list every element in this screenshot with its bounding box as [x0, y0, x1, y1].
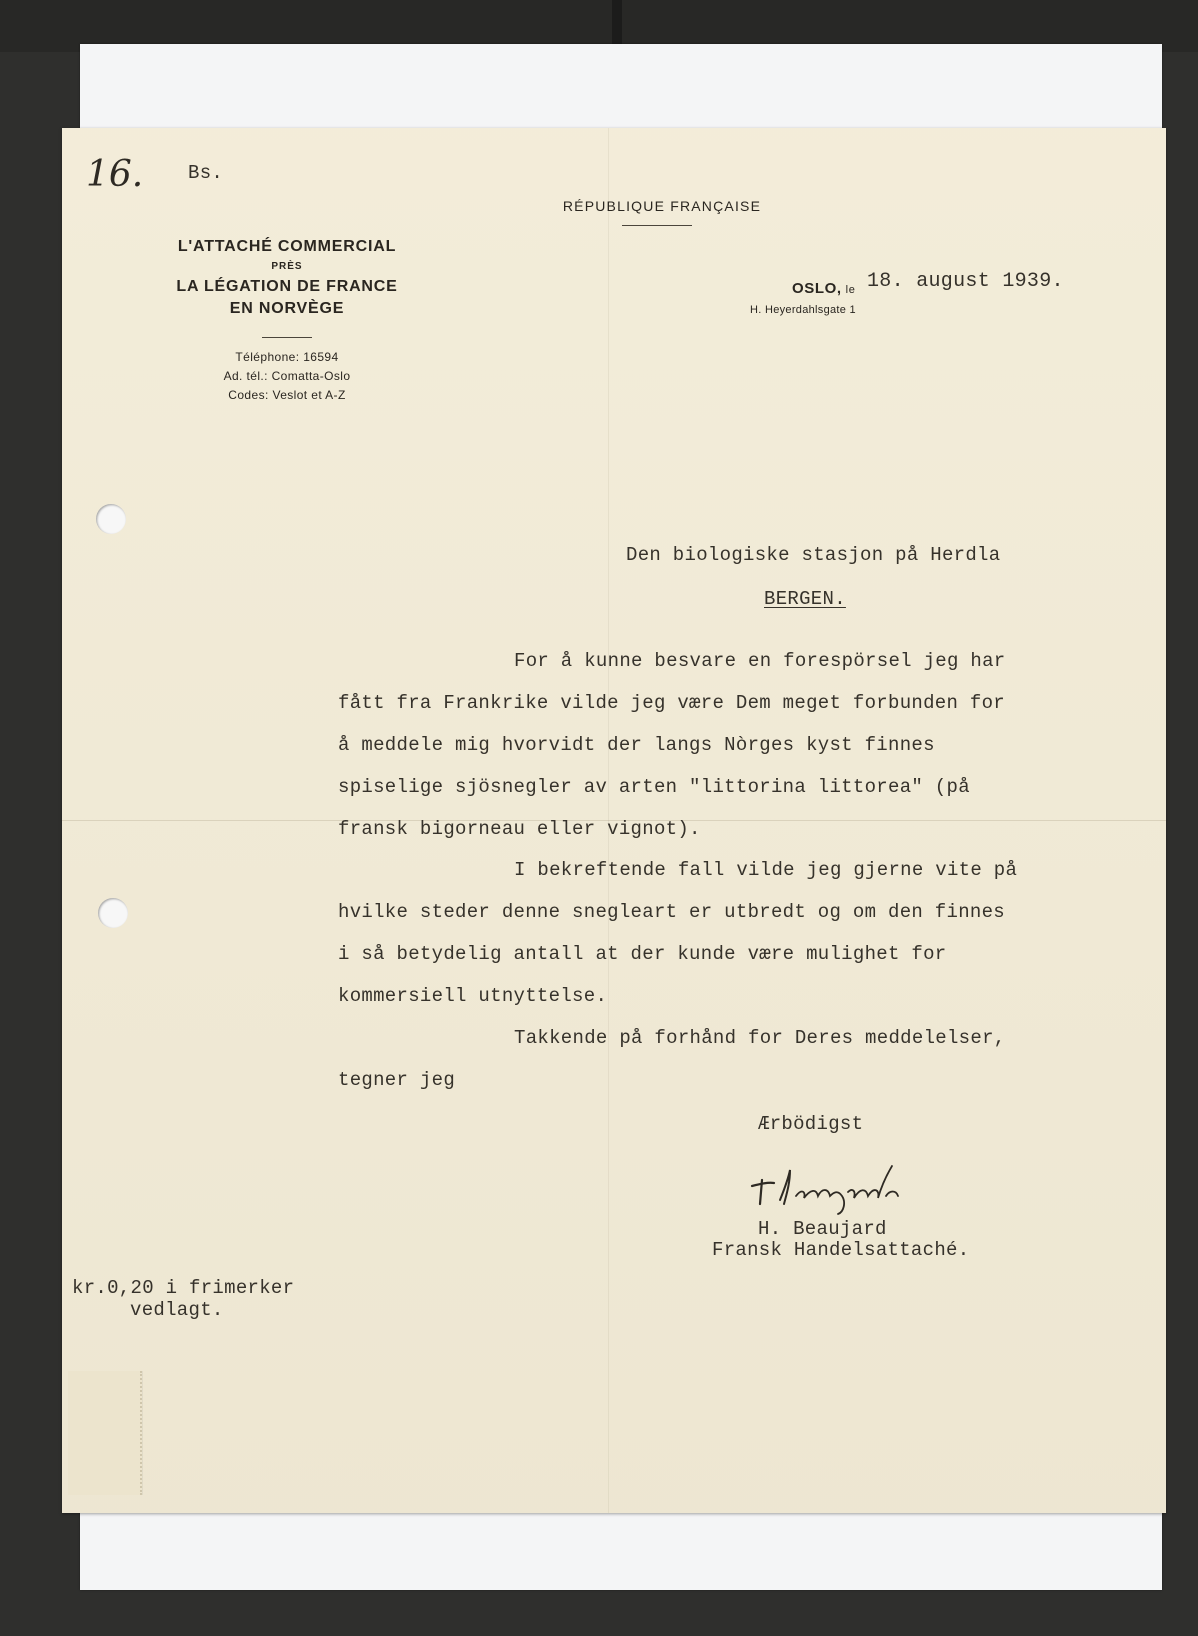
- letterhead-norvege: EN NORVÈGE: [229, 300, 345, 317]
- signatory-title: Fransk Handelsattaché.: [712, 1239, 970, 1261]
- letterhead-pres: PRÈS: [271, 261, 303, 272]
- body-line: fransk bigorneau eller vignot).: [338, 818, 701, 840]
- filing-mark: 16.: [86, 154, 144, 195]
- body-line: For å kunne besvare en forespörsel jeg har: [514, 650, 1006, 672]
- letterhead-legation: LA LÉGATION DE FRANCE: [176, 278, 398, 295]
- body-line: spiselige sjösnegler av arten "littorina littorea" (på: [338, 776, 970, 798]
- letterhead-telegraph: Ad. tél.: Comatta-Oslo: [223, 369, 351, 383]
- letterhead-attache: L'ATTACHÉ COMMERCIAL: [177, 238, 397, 255]
- body-line: Takkende på forhånd for Deres meddelelser,: [514, 1027, 1006, 1049]
- closing: Ærbödigst: [758, 1113, 864, 1135]
- body-line: fått fra Frankrike vilde jeg være Dem meget forbunden for: [338, 692, 1006, 714]
- city-le: le: [845, 284, 856, 296]
- reference-code: Bs.: [188, 162, 224, 184]
- recipient: Den biologiske stasjon på Herdla: [626, 544, 1001, 566]
- enclosure-note: vedlagt.: [130, 1299, 224, 1321]
- signature: [750, 1152, 920, 1220]
- letterhead-address: H. Heyerdahlsgate 1: [750, 304, 856, 316]
- body-line: hvilke steder denne snegleart er utbredt og om den finnes: [338, 901, 1006, 923]
- body-line: å meddele mig hvorvidt der langs Nòrges kyst finnes: [338, 734, 935, 756]
- body-line: tegner jeg: [338, 1069, 456, 1091]
- signatory-name: H. Beaujard: [758, 1218, 887, 1240]
- body-line: kommersiell utnyttelse.: [338, 985, 608, 1007]
- body-line: I bekreftende fall vilde jeg gjerne vite på: [514, 859, 1018, 881]
- letterhead-rule: [622, 225, 692, 226]
- body-line: i så betydelig antall at der kunde være mulighet for: [338, 943, 947, 965]
- letterhead-rule: [262, 337, 312, 338]
- punch-hole: [98, 898, 128, 928]
- letterhead-codes: Codes: Veslot et A-Z: [228, 388, 346, 402]
- letter-page: [62, 128, 1166, 1513]
- stamp-remnant: [68, 1371, 142, 1495]
- letterhead-telephone: Téléphone: 16594: [235, 350, 339, 364]
- city-name: OSLO,: [792, 280, 842, 297]
- enclosure-note: kr.0,20 i frimerker: [72, 1277, 295, 1299]
- punch-hole: [96, 504, 126, 534]
- letter-date: 18. august 1939.: [867, 270, 1064, 293]
- letterhead-republique: RÉPUBLIQUE FRANÇAISE: [562, 198, 762, 214]
- recipient-city: BERGEN.: [764, 588, 846, 610]
- letterhead-city: [792, 280, 855, 297]
